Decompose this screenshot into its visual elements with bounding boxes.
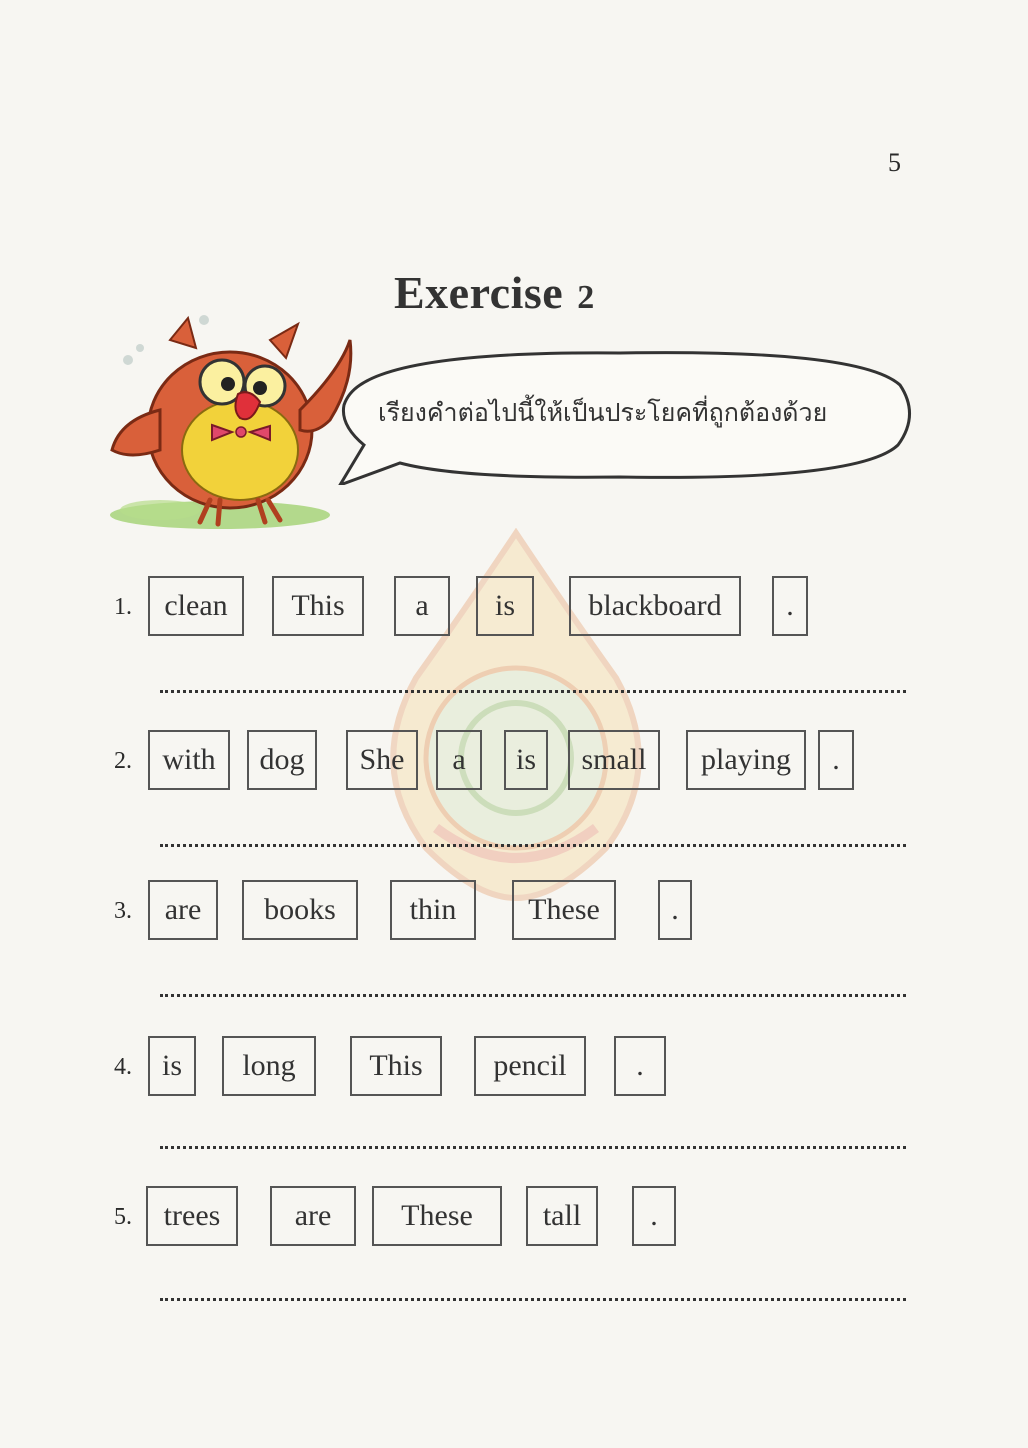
word-card[interactable]: small bbox=[568, 730, 660, 790]
exercise-title-word: Exercise bbox=[394, 267, 564, 318]
word-card[interactable]: with bbox=[148, 730, 230, 790]
word-card[interactable]: blackboard bbox=[569, 576, 741, 636]
instruction-text: เรียงคำต่อไปนี้ให้เป็นประโยคที่ถูกต้องด้วย bbox=[378, 398, 828, 427]
word-card[interactable]: playing bbox=[686, 730, 806, 790]
exercise-number: 2. bbox=[114, 748, 132, 774]
exercise-number: 4. bbox=[114, 1054, 132, 1080]
word-card[interactable]: are bbox=[148, 880, 218, 940]
word-card[interactable]: clean bbox=[148, 576, 244, 636]
word-card[interactable]: These bbox=[372, 1186, 502, 1246]
exercise-title-number: 2 bbox=[577, 279, 595, 316]
word-card[interactable]: a bbox=[394, 576, 450, 636]
page-number: 5 bbox=[888, 148, 901, 177]
word-card[interactable]: dog bbox=[247, 730, 317, 790]
word-card[interactable]: is bbox=[476, 576, 534, 636]
word-card[interactable]: She bbox=[346, 730, 418, 790]
word-card[interactable]: long bbox=[222, 1036, 316, 1096]
word-card[interactable]: . bbox=[632, 1186, 676, 1246]
word-card[interactable]: This bbox=[272, 576, 364, 636]
word-card[interactable]: pencil bbox=[474, 1036, 586, 1096]
answer-line-2[interactable] bbox=[160, 844, 906, 847]
word-card[interactable]: are bbox=[270, 1186, 356, 1246]
exercise-title bbox=[394, 266, 595, 319]
word-card[interactable]: . bbox=[614, 1036, 666, 1096]
word-card[interactable]: . bbox=[818, 730, 854, 790]
answer-line-4[interactable] bbox=[160, 1146, 906, 1149]
word-card[interactable]: a bbox=[436, 730, 482, 790]
word-card[interactable]: This bbox=[350, 1036, 442, 1096]
exercise-number: 5. bbox=[114, 1204, 132, 1230]
answer-line-1[interactable] bbox=[160, 690, 906, 693]
word-card[interactable]: is bbox=[148, 1036, 196, 1096]
word-card[interactable]: thin bbox=[390, 880, 476, 940]
word-card[interactable]: These bbox=[512, 880, 616, 940]
exercise-number: 3. bbox=[114, 898, 132, 924]
exercise-number: 1. bbox=[114, 594, 132, 620]
answer-line-5[interactable] bbox=[160, 1298, 906, 1301]
word-card[interactable]: is bbox=[504, 730, 548, 790]
answer-line-3[interactable] bbox=[160, 994, 906, 997]
word-card[interactable]: . bbox=[772, 576, 808, 636]
word-card[interactable]: books bbox=[242, 880, 358, 940]
word-card[interactable]: tall bbox=[526, 1186, 598, 1246]
word-card[interactable]: trees bbox=[146, 1186, 238, 1246]
word-card[interactable]: . bbox=[658, 880, 692, 940]
